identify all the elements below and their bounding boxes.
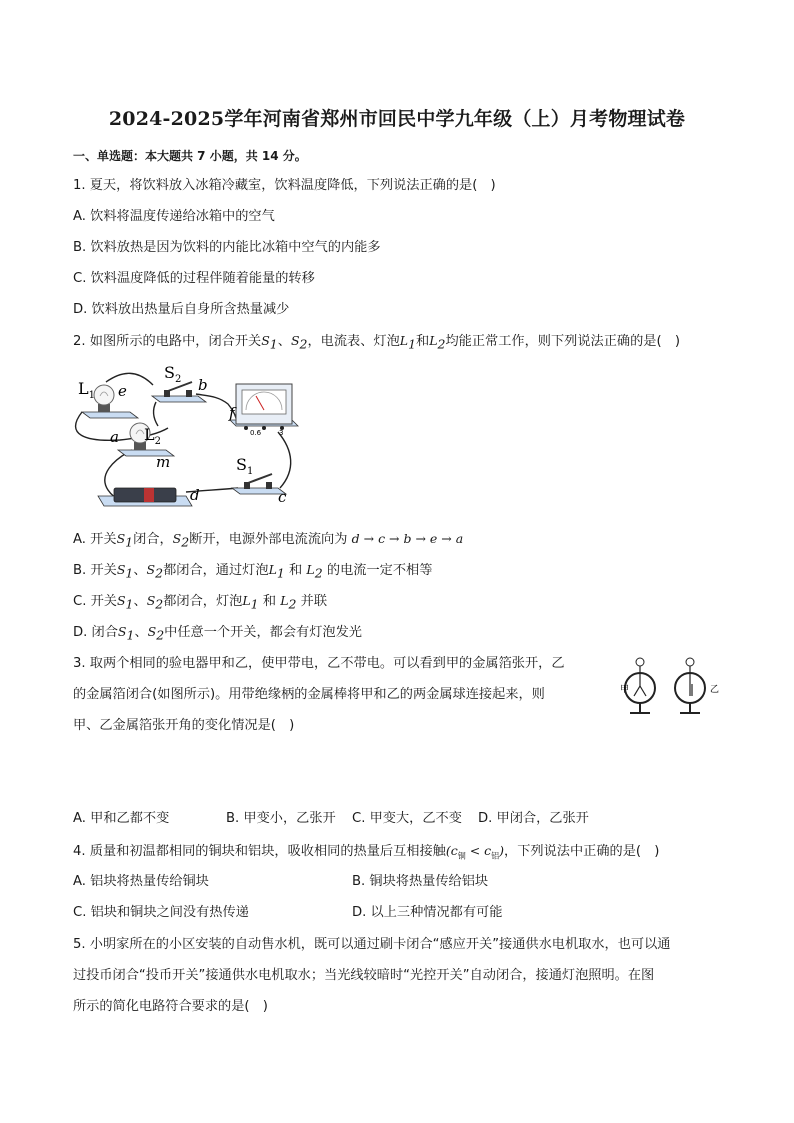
q3-option-a: A. 甲和乙都不变 [73, 811, 170, 826]
q3-stem-line3: 甲、乙金属箔张开角的变化情况是( ) [73, 718, 295, 733]
q5-stem-line2: 过投币闭合“投币开关”接通供水电机取水；当光线较暗时“光控开关”自动闭合，接通灯泡照明。在图 [73, 968, 655, 983]
q4-option-a: A. 铝块将热量传给铜块 [73, 874, 209, 889]
ammeter-terminal-3: 3 [279, 429, 284, 437]
label-e: e [118, 382, 127, 400]
q4-stem: 4. 质量和初温都相同的铜块和铝块，吸收相同的热量后互相接触$(c_铜 < c_铝)$，下列说法中正确的是( ) [73, 843, 660, 861]
label-l2: $L_2$ [144, 425, 161, 447]
q3-option-d: D. 甲闭合，乙张开 [478, 811, 589, 826]
q4-option-c: C. 铝块和铜块之间没有热传递 [73, 905, 249, 920]
q3-option-b: B. 甲变小，乙张开 [226, 811, 336, 826]
lamp-l1-base [82, 412, 138, 418]
q1-option-b: B. 饮料放热是因为饮料的内能比冰箱中空气的内能多 [73, 240, 381, 255]
q2-option-a: A. 开关$S_1$闭合，$S_2$断开，电源外部电流流向为 d → c → b → e → a [73, 531, 464, 550]
label-jia: 甲 [620, 685, 630, 695]
exam-title: 2024-2025学年河南省郑州市回民中学九年级（上）月考物理试卷 [108, 108, 686, 130]
q2-circuit-figure [68, 360, 308, 520]
q5-stem-line1: 5. 小明家所在的小区安装的自动售水机，既可以通过刷卡闭合“感应开关”接通供水电机取水，也可以通 [73, 937, 671, 952]
q2-option-d: D. 闭合$S_1$、$S_2$中任意一个开关，都会有灯泡发光 [73, 624, 362, 643]
label-c: c [278, 488, 287, 506]
q2-stem: 2. 如图所示的电路中，闭合开关$S_1$、$S_2$，电流表、灯泡$L_1$和$L_2$均能正常工作，则下列说法正确的是( ) [73, 333, 680, 352]
q1-option-d: D. 饮料放出热量后自身所含热量减少 [73, 302, 290, 317]
q1-stem: 1. 夏天，将饮料放入冰箱冷藏室，饮料温度降低，下列说法正确的是( ) [73, 178, 496, 193]
switch-s2-base [152, 396, 206, 402]
ammeter-terminal-06: 0.6 [250, 429, 262, 437]
label-yi: 乙 [710, 685, 720, 695]
q1-option-a: A. 饮料将温度传递给冰箱中的空气 [73, 209, 275, 224]
q1-option-c: C. 饮料温度降低的过程伴随着能量的转移 [73, 271, 315, 286]
q2-option-c: C. 开关$S_1$、$S_2$都闭合，灯泡$L_1$ 和 $L_2$ 并联 [73, 593, 328, 612]
label-s2: $S_2$ [164, 363, 182, 385]
q3-option-c: C. 甲变大，乙不变 [352, 811, 462, 826]
label-b: b [198, 376, 208, 394]
q3-electroscope-figure [618, 656, 722, 720]
q3-stem-line1: 3. 取两个相同的验电器甲和乙，使甲带电，乙不带电。可以看到甲的金属箔张开，乙 [73, 656, 565, 671]
label-a: a [110, 428, 119, 446]
q3-stem-line2: 的金属箔闭合(如图所示)。用带绝缘柄的金属棒将甲和乙的两金属球连接起来，则 [73, 687, 545, 702]
label-l1: $L_1$ [78, 379, 95, 401]
q5-stem-line3: 所示的简化电路符合要求的是( ) [73, 999, 268, 1014]
lamp-l1-bulb-icon [94, 385, 114, 405]
section-heading: 一、单选题：本大题共 7 小题，共 14 分。 [73, 149, 307, 163]
label-d: d [190, 486, 200, 504]
label-s1: $S_1$ [236, 455, 254, 477]
q2-option-b: B. 开关$S_1$、$S_2$都闭合，通过灯泡$L_1$ 和 $L_2$ 的电流一定不相等 [73, 562, 433, 581]
q4-option-d: D. 以上三种情况都有可能 [352, 905, 503, 920]
label-f: f [229, 404, 235, 422]
label-m: m [156, 453, 171, 471]
q4-option-b: B. 铜块将热量传给铝块 [352, 874, 489, 889]
